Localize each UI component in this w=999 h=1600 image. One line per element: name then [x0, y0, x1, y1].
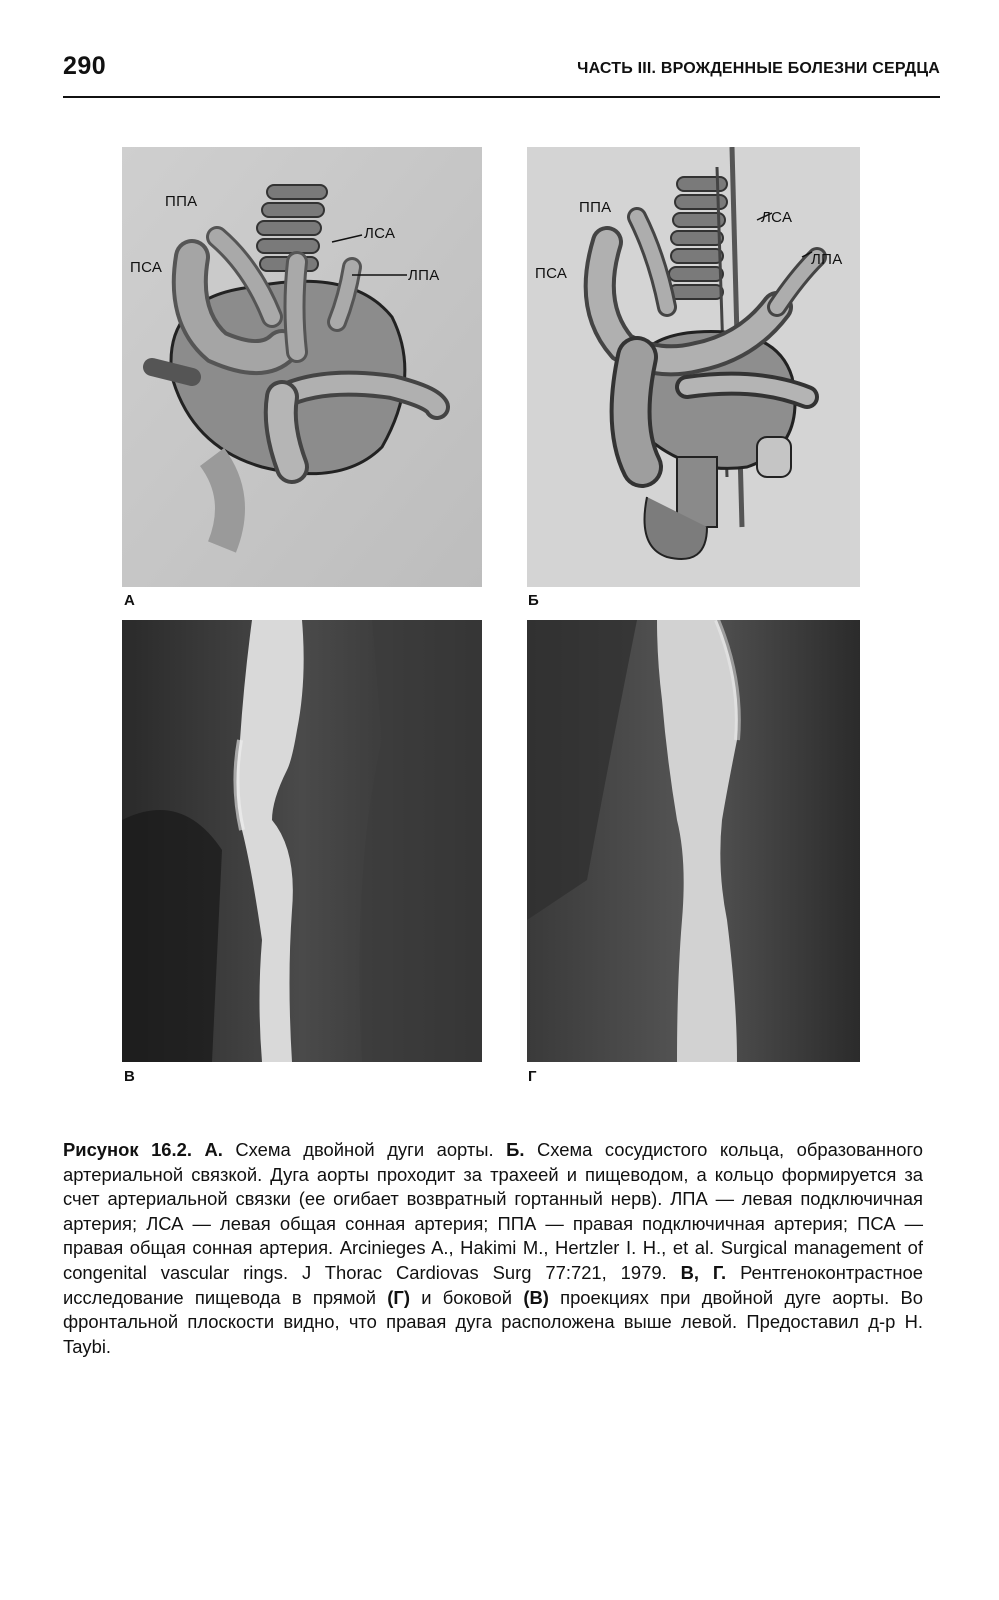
label-lsa: ЛСА [364, 225, 396, 242]
figure-caption [63, 1138, 923, 1359]
caption-g-paren: (Г) [387, 1286, 410, 1308]
caption-vg-text-2: и боковой [409, 1286, 524, 1308]
panel-label-b: Б [528, 592, 539, 609]
label-ppa: ППА [165, 193, 198, 210]
caption-a-text: Схема двойной дуги аорты. [222, 1139, 507, 1160]
double-aortic-arch-drawing [122, 147, 482, 587]
caption-figure-label: Рисунок 16.2. [63, 1139, 192, 1160]
vascular-ring-drawing [527, 147, 860, 587]
figure-panel-a-illustration [122, 147, 482, 587]
page-number: 290 [63, 52, 107, 80]
caption-vg-text-3: проекциях при двойной дуге аорты. Во фронтальной плоскости видно, что правая дуга расположена выше левой. Предоставил д-р H. Taybi. [63, 1286, 923, 1357]
caption-b-text: Схема сосудистого кольца, образованного артериальной связкой. Дуга аорты проходит за трахеей и пищеводом, а кольцо формируется за счет артериальной связки (ее огибает возвратный гортанный нерв). ЛПА — левая подключичная артерия; ЛСА — левая общая сонная артерия; ППА — правая подключичная артерия; ПСА — правая общая сонная артерия. Arcinieges A., Hakimi M., Hertzler I. H., et al. Surgical management of congenital vascular rings. J Thorac Cardiovas Surg 77:721, 1979. [63, 1139, 923, 1283]
label-lpa: ЛПА [811, 251, 843, 268]
running-head: ЧАСТЬ III. ВРОЖДЕННЫЕ БОЛЕЗНИ СЕРДЦА [577, 60, 940, 77]
label-psa: ПСА [130, 259, 163, 276]
page-header [63, 52, 940, 98]
panel-label-g: Г [528, 1068, 537, 1085]
label-lpa: ЛПА [408, 267, 440, 284]
figure-panel-b-illustration [527, 147, 860, 587]
label-lsa: ЛСА [761, 209, 793, 226]
caption-vg-text-1: Рентгеноконтрастное исследование пищевода в прямой [63, 1261, 923, 1308]
label-ppa: ППА [579, 199, 612, 216]
panel-label-v: В [124, 1068, 135, 1085]
caption-v-paren: (В) [523, 1286, 549, 1308]
figure-panel-v-xray [122, 620, 482, 1062]
panel-label-a: А [124, 592, 135, 609]
caption-vg-label: В, Г. [680, 1261, 727, 1283]
esophagram-lateral-xray [122, 620, 482, 1062]
figure-panel-g-xray [527, 620, 860, 1062]
esophagram-frontal-xray [527, 620, 860, 1062]
caption-a-label: А. [204, 1139, 223, 1160]
label-psa: ПСА [535, 265, 568, 282]
caption-b-label: Б. [506, 1139, 525, 1160]
